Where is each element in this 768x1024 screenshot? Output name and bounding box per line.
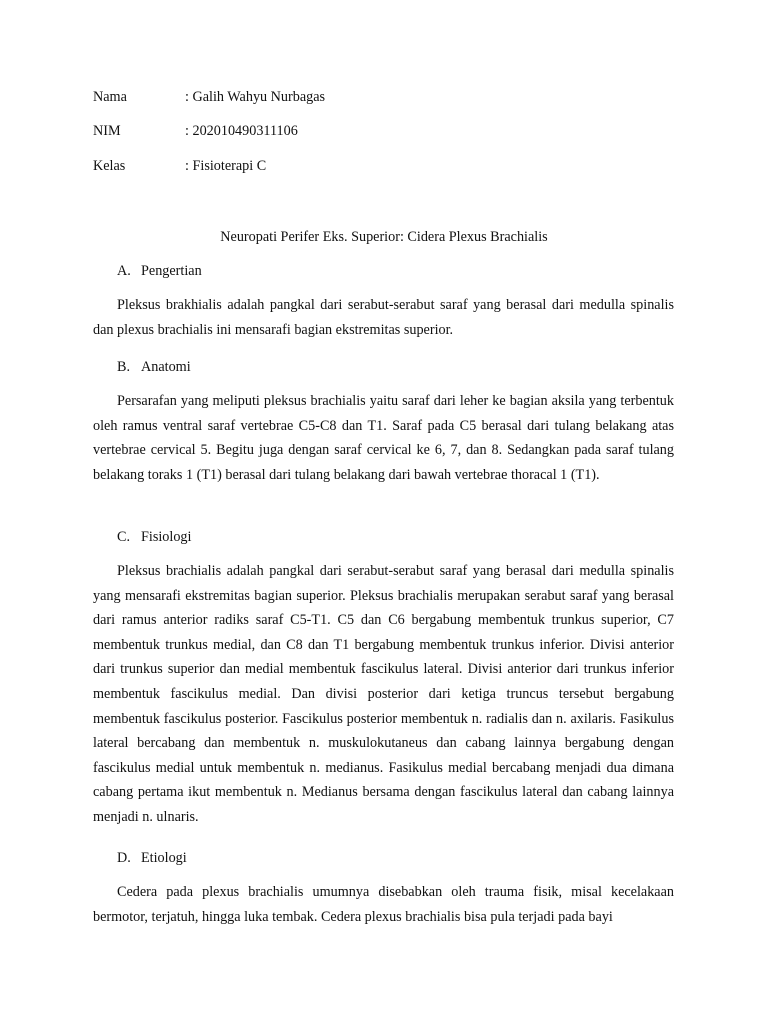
section-letter: C.: [117, 529, 131, 545]
nim-value: : 202010490311106: [185, 123, 298, 139]
class-label: Kelas: [93, 158, 126, 174]
document-title: Neuropati Perifer Eks. Superior: Cidera Plexus Brachialis: [220, 229, 548, 245]
section-heading-b: [117, 357, 191, 377]
name-value: : Galih Wahyu Nurbagas: [185, 89, 326, 105]
section-heading-c: [117, 527, 191, 547]
section-letter: B.: [117, 359, 131, 375]
name-row: [93, 87, 325, 107]
section-title: Pengertian: [141, 263, 202, 279]
section-letter: D.: [117, 850, 131, 866]
class-row: [93, 156, 266, 176]
section-letter: A.: [117, 263, 131, 279]
name-label: Nama: [93, 89, 127, 105]
class-value: : Fisioterapi C: [185, 158, 267, 174]
section-title: Etiologi: [141, 850, 187, 866]
section-title: Fisiologi: [141, 529, 192, 545]
section-title: Anatomi: [141, 359, 191, 375]
nim-label: NIM: [93, 123, 121, 139]
section-heading-a: [117, 261, 202, 281]
section-heading-d: [117, 848, 187, 868]
section-body-a: Pleksus brakhialis adalah pangkal dari serabut-serabut saraf yang berasal dari medulla spinalis dan plexus brachialis ini mensarafi bagian ekstremitas superior.: [93, 297, 674, 338]
section-body-b: Persarafan yang meliputi pleksus brachialis yaitu saraf dari leher ke bagian aksila yang terbentuk oleh ramus ventral saraf vertebrae C5-C8 dan T1. Saraf pada C5 berasal dari tulang belakang atas vertebrae cervical 5. Begitu juga dengan saraf cervical ke 6, 7, dan 8. Sedangkan pada saraf tulang belakang toraks 1 (T1) berasal dari tulang belakang dari bawah vertebrae thoracal 1 (T1).: [93, 393, 674, 483]
section-body-c: Pleksus brachialis adalah pangkal dari serabut-serabut saraf yang berasal dari medulla spinalis yang mensarafi ekstremitas bagian superior. Pleksus brachialis merupakan serabut saraf yang berasal dari ramus anterior radiks saraf C5-T1. C5 dan C6 bergabung membentuk trunkus superior, C7 membentuk trunkus medial, dan C8 dan T1 bergabung membentuk trunkus inferior. Divisi anterior dari trunkus superior dan medial membentuk fascikulus lateral. Divisi anterior dari trunkus inferior membentuk fascikulus medial. Dan divisi posterior dari ketiga truncus tersebut bergabung membentuk fascikulus posterior. Fascikulus posterior membentuk n. radialis dan n. axilaris. Fasikulus lateral bercabang dan membentuk n. muskulokutaneus dan cabang lainnya bergabung dengan fascikulus medial untuk membentuk n. medianus. Fasikulus medial bercabang menjadi dua dimana cabang pertama ikut membentuk n. Medianus bersama dengan fascikulus lateral dan cabang lainnya menjadi n. ulnaris.: [93, 563, 674, 825]
nim-row: [93, 121, 298, 141]
section-body-d: Cedera pada plexus brachialis umumnya disebabkan oleh trauma fisik, misal kecelakaan bermotor, terjatuh, hingga luka tembak. Cedera plexus brachialis bisa pula terjadi pada bayi: [93, 884, 674, 925]
